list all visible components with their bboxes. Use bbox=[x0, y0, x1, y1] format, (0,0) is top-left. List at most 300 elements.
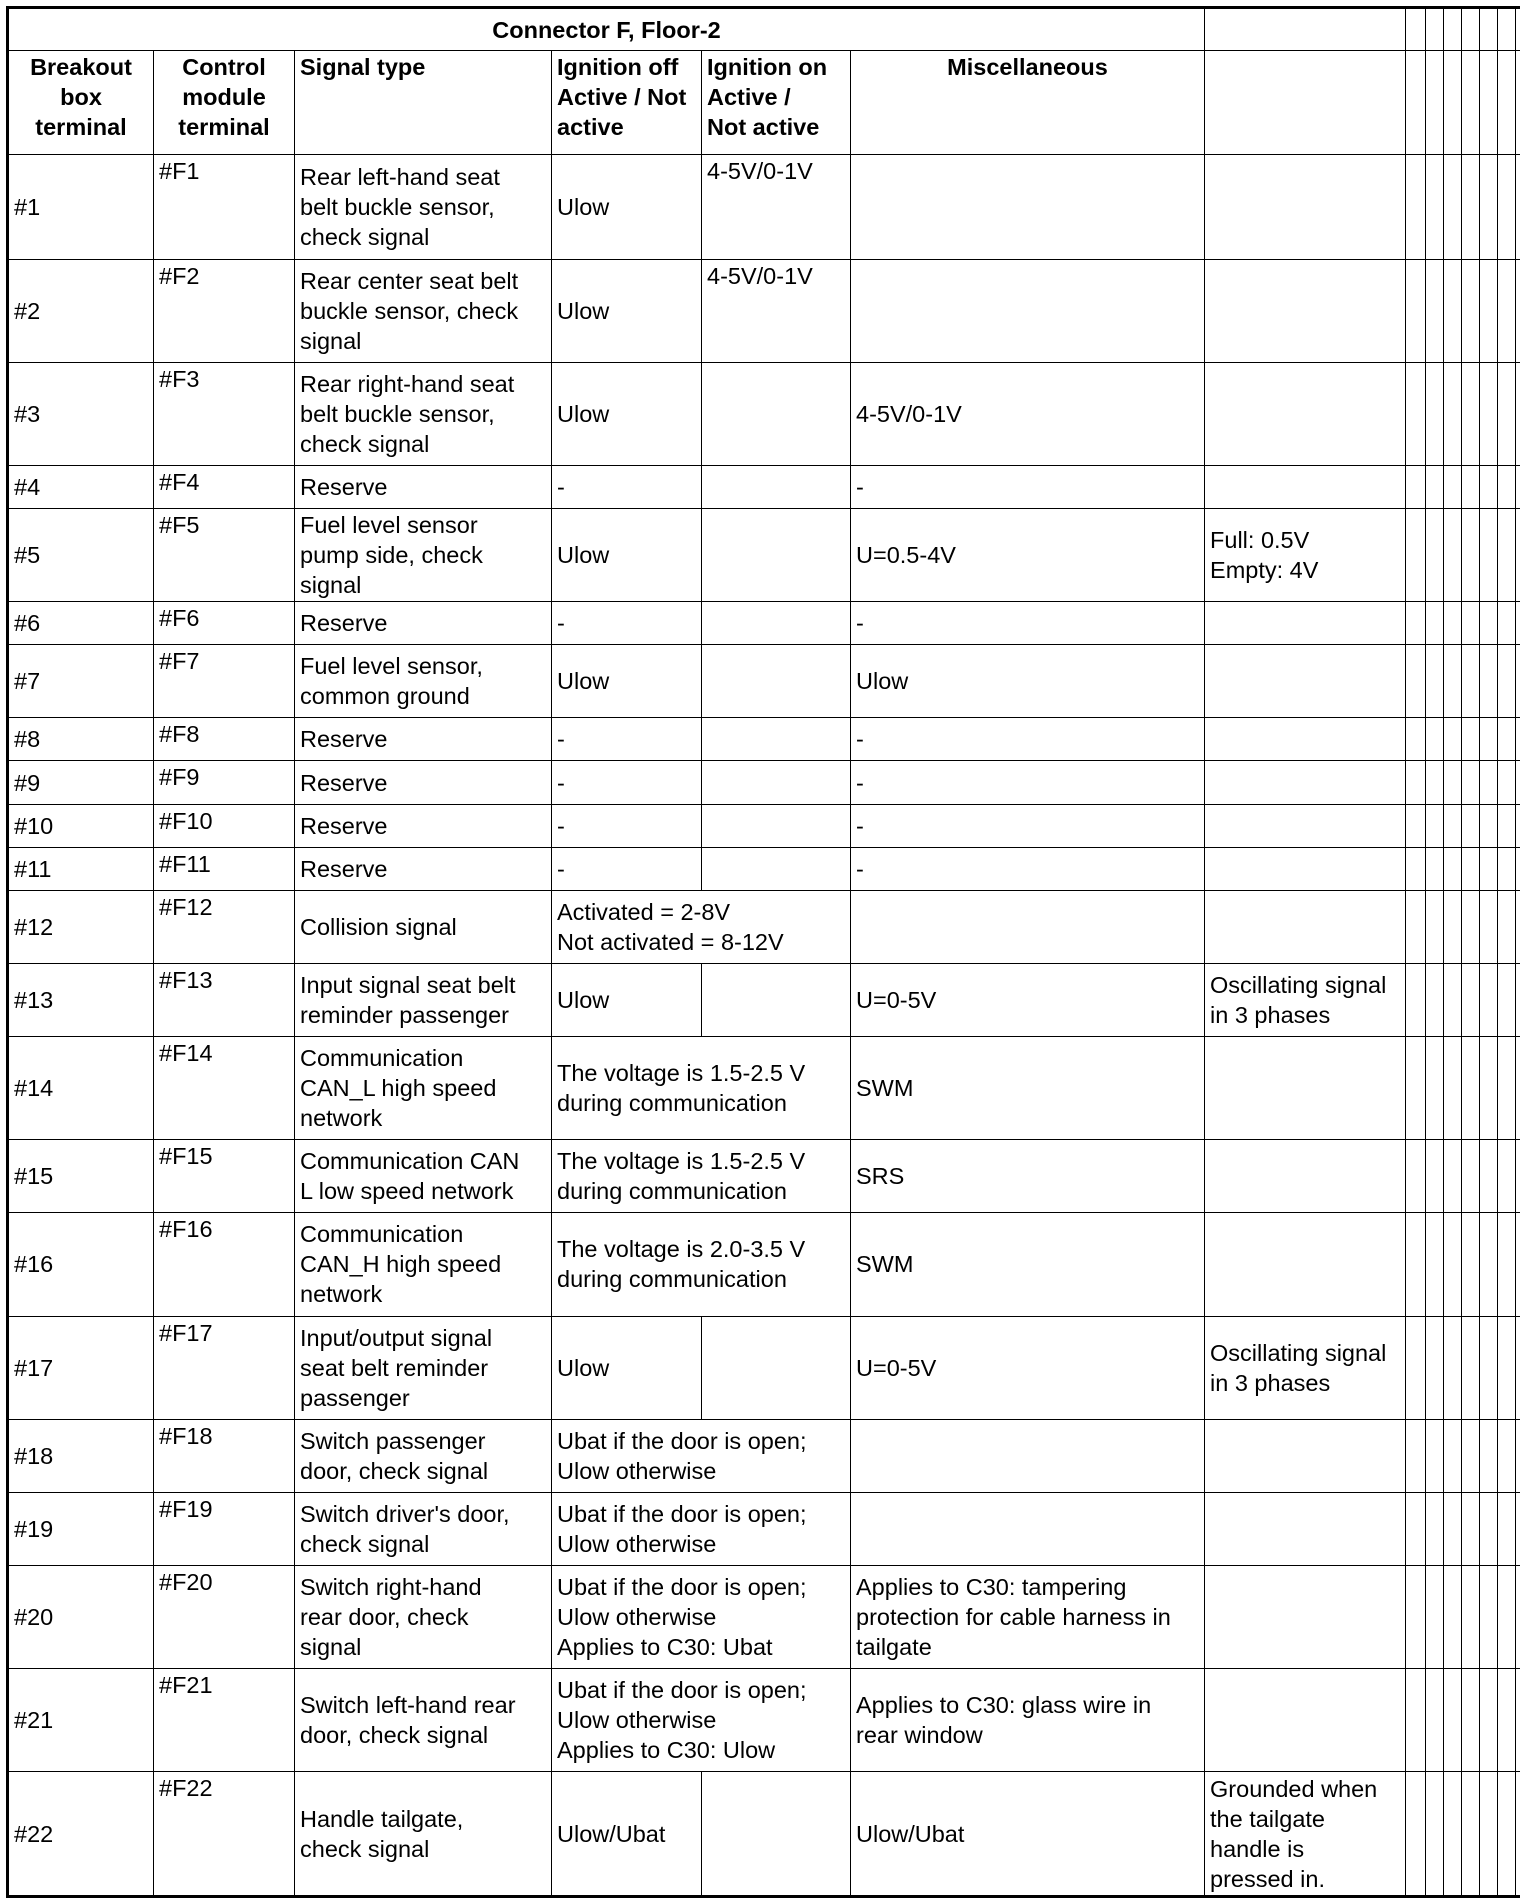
empty-cell bbox=[1498, 1669, 1516, 1772]
ignition-off-cell: Ulow bbox=[552, 155, 702, 259]
extra-note-cell: Oscillating signal in 3 phases bbox=[1205, 963, 1406, 1036]
empty-cell bbox=[1444, 1213, 1462, 1316]
extra-note-cell bbox=[1205, 761, 1406, 804]
table-row bbox=[8, 1213, 1520, 1316]
empty-cell bbox=[1406, 1772, 1426, 1897]
extra-note-cell bbox=[1205, 1037, 1406, 1140]
empty-cell bbox=[1516, 963, 1520, 1036]
breakout-terminal-cell: #8 bbox=[8, 718, 154, 761]
empty-cell bbox=[1462, 645, 1480, 718]
signal-type-cell: Input signal seat belt reminder passenger bbox=[295, 963, 552, 1036]
empty-cell bbox=[1426, 1037, 1444, 1140]
empty-cell bbox=[1480, 1316, 1498, 1419]
empty-cell bbox=[1462, 1566, 1480, 1669]
empty-cell bbox=[1480, 1213, 1498, 1316]
signal-type-cell: Input/output signal seat belt reminder passenger bbox=[295, 1316, 552, 1419]
empty-cell bbox=[1406, 718, 1426, 761]
extra-note-cell bbox=[1205, 1566, 1406, 1669]
miscellaneous-cell: Ulow bbox=[851, 645, 1205, 718]
control-terminal-cell: #F2 bbox=[154, 259, 295, 362]
empty-cell bbox=[1406, 645, 1426, 718]
empty-cell bbox=[1480, 1772, 1498, 1897]
breakout-terminal-cell: #22 bbox=[8, 1772, 154, 1897]
empty-cell bbox=[1480, 963, 1498, 1036]
ignition-off-cell: - bbox=[552, 761, 702, 804]
empty-cell bbox=[1444, 1566, 1462, 1669]
empty-cell bbox=[1444, 645, 1462, 718]
extra-note-cell bbox=[1205, 890, 1406, 963]
ignition-state-cell: Ubat if the door is open; Ulow otherwise bbox=[552, 1419, 851, 1492]
extra-note-cell bbox=[1205, 259, 1406, 362]
empty-cell bbox=[1516, 1140, 1520, 1213]
extra-note-cell bbox=[1205, 718, 1406, 761]
empty-cell bbox=[1462, 804, 1480, 847]
empty-cell bbox=[1480, 1566, 1498, 1669]
miscellaneous-cell: U=0.5-4V bbox=[851, 509, 1205, 602]
control-terminal-cell: #F22 bbox=[154, 1772, 295, 1897]
empty-cell bbox=[1498, 509, 1516, 602]
extra-note-cell bbox=[1205, 155, 1406, 259]
empty-cell bbox=[1406, 804, 1426, 847]
empty-cell bbox=[1426, 847, 1444, 890]
empty-cell bbox=[1444, 1419, 1462, 1492]
empty-cell bbox=[1498, 890, 1516, 963]
extra-note-cell bbox=[1205, 1213, 1406, 1316]
empty-cell bbox=[1462, 1772, 1480, 1897]
ignition-state-cell: Ubat if the door is open; Ulow otherwise bbox=[552, 1492, 851, 1565]
empty-cell bbox=[1426, 362, 1444, 465]
empty-cell bbox=[1498, 963, 1516, 1036]
control-terminal-cell: #F5 bbox=[154, 509, 295, 602]
ignition-state-cell: The voltage is 2.0-3.5 V during communication bbox=[552, 1213, 851, 1316]
empty-cell bbox=[1462, 1316, 1480, 1419]
empty-cell bbox=[1406, 963, 1426, 1036]
breakout-terminal-cell: #3 bbox=[8, 362, 154, 465]
extra-note-cell: Grounded when the tailgate handle is pressed in. bbox=[1205, 1772, 1406, 1897]
miscellaneous-cell bbox=[851, 1419, 1205, 1492]
empty-cell bbox=[1462, 509, 1480, 602]
empty-cell bbox=[1444, 602, 1462, 645]
breakout-terminal-cell: #19 bbox=[8, 1492, 154, 1565]
empty-cell bbox=[1480, 1419, 1498, 1492]
signal-type-cell: Communication CAN_L high speed network bbox=[295, 1037, 552, 1140]
control-terminal-cell: #F4 bbox=[154, 465, 295, 508]
table-row bbox=[8, 761, 1520, 804]
empty-cell bbox=[1426, 259, 1444, 362]
empty-cell bbox=[1444, 890, 1462, 963]
ignition-state-cell: The voltage is 1.5-2.5 V during communication bbox=[552, 1037, 851, 1140]
empty-cell bbox=[1462, 602, 1480, 645]
empty-cell bbox=[1406, 1316, 1426, 1419]
table-row bbox=[8, 847, 1520, 890]
ignition-on-cell bbox=[702, 362, 851, 465]
empty-cell bbox=[1444, 804, 1462, 847]
empty-cell bbox=[1498, 362, 1516, 465]
empty-cell bbox=[1516, 509, 1520, 602]
empty-cell bbox=[1406, 602, 1426, 645]
extra-note-cell bbox=[1205, 804, 1406, 847]
table-row bbox=[8, 1140, 1520, 1213]
empty-cell bbox=[1480, 847, 1498, 890]
ignition-off-cell: Ulow bbox=[552, 1316, 702, 1419]
empty-cell bbox=[1480, 890, 1498, 963]
miscellaneous-cell: U=0-5V bbox=[851, 1316, 1205, 1419]
table-row bbox=[8, 259, 1520, 362]
empty-cell bbox=[1516, 761, 1520, 804]
empty-cell bbox=[1462, 1492, 1480, 1565]
signal-type-cell: Handle tailgate, check signal bbox=[295, 1772, 552, 1897]
signal-type-cell: Reserve bbox=[295, 761, 552, 804]
breakout-terminal-cell: #13 bbox=[8, 963, 154, 1036]
empty-cell bbox=[1444, 1316, 1462, 1419]
header-miscellaneous: Miscellaneous bbox=[851, 51, 1205, 155]
miscellaneous-cell: Applies to C30: tampering protection for cable harness in tailgate bbox=[851, 1566, 1205, 1669]
empty-cell bbox=[1406, 1140, 1426, 1213]
empty-cell bbox=[1480, 804, 1498, 847]
miscellaneous-cell: - bbox=[851, 847, 1205, 890]
signal-type-cell: Switch left-hand rear door, check signal bbox=[295, 1669, 552, 1772]
empty-cell bbox=[1444, 1492, 1462, 1565]
empty-cell bbox=[1516, 259, 1520, 362]
table-row bbox=[8, 155, 1520, 259]
empty-cell bbox=[1444, 155, 1462, 259]
signal-type-cell: Rear right-hand seat belt buckle sensor, check signal bbox=[295, 362, 552, 465]
signal-type-cell: Rear left-hand seat belt buckle sensor, check signal bbox=[295, 155, 552, 259]
empty-cell bbox=[1462, 847, 1480, 890]
ignition-on-cell bbox=[702, 465, 851, 508]
empty-cell bbox=[1426, 155, 1444, 259]
miscellaneous-cell: SWM bbox=[851, 1213, 1205, 1316]
empty-cell bbox=[1406, 465, 1426, 508]
extra-note-cell: Oscillating signal in 3 phases bbox=[1205, 1316, 1406, 1419]
breakout-terminal-cell: #11 bbox=[8, 847, 154, 890]
control-terminal-cell: #F13 bbox=[154, 963, 295, 1036]
ignition-on-cell bbox=[702, 963, 851, 1036]
empty-cell bbox=[1462, 1669, 1480, 1772]
control-terminal-cell: #F1 bbox=[154, 155, 295, 259]
empty-cell bbox=[1516, 362, 1520, 465]
empty-cell bbox=[1462, 362, 1480, 465]
table-row bbox=[8, 362, 1520, 465]
signal-type-cell: Switch right-hand rear door, check signal bbox=[295, 1566, 552, 1669]
miscellaneous-cell: - bbox=[851, 761, 1205, 804]
breakout-terminal-cell: #1 bbox=[8, 155, 154, 259]
control-terminal-cell: #F6 bbox=[154, 602, 295, 645]
signal-type-cell: Fuel level sensor pump side, check signal bbox=[295, 509, 552, 602]
control-terminal-cell: #F14 bbox=[154, 1037, 295, 1140]
empty-cell bbox=[1498, 761, 1516, 804]
table-row bbox=[8, 645, 1520, 718]
empty-cell bbox=[1462, 259, 1480, 362]
empty-cell bbox=[1426, 1492, 1444, 1565]
header-signal-type: Signal type bbox=[295, 51, 552, 155]
miscellaneous-cell bbox=[851, 890, 1205, 963]
miscellaneous-cell: - bbox=[851, 465, 1205, 508]
empty-cell bbox=[1426, 465, 1444, 508]
table-row bbox=[8, 718, 1520, 761]
empty-cell bbox=[1480, 465, 1498, 508]
empty-cell bbox=[1498, 602, 1516, 645]
table-row bbox=[8, 465, 1520, 508]
empty-cell bbox=[1480, 509, 1498, 602]
miscellaneous-cell: Applies to C30: glass wire in rear window bbox=[851, 1669, 1205, 1772]
control-terminal-cell: #F15 bbox=[154, 1140, 295, 1213]
empty-cell bbox=[1480, 1140, 1498, 1213]
signal-type-cell: Reserve bbox=[295, 718, 552, 761]
empty-cell bbox=[1480, 1492, 1498, 1565]
empty-cell bbox=[1406, 1419, 1426, 1492]
empty-cell bbox=[1426, 1213, 1444, 1316]
ignition-on-cell bbox=[702, 804, 851, 847]
ignition-off-cell: - bbox=[552, 847, 702, 890]
empty-cell bbox=[1426, 602, 1444, 645]
control-terminal-cell: #F9 bbox=[154, 761, 295, 804]
empty-cell bbox=[1426, 1419, 1444, 1492]
empty-cell bbox=[1498, 718, 1516, 761]
empty-cell bbox=[1498, 1419, 1516, 1492]
empty-cell bbox=[1498, 804, 1516, 847]
signal-type-cell: Reserve bbox=[295, 602, 552, 645]
empty-cell bbox=[1480, 362, 1498, 465]
empty-cell bbox=[1480, 259, 1498, 362]
breakout-terminal-cell: #20 bbox=[8, 1566, 154, 1669]
empty-cell bbox=[1462, 155, 1480, 259]
signal-type-cell: Reserve bbox=[295, 465, 552, 508]
extra-note-cell bbox=[1205, 465, 1406, 508]
ignition-on-cell: 4-5V/0-1V bbox=[702, 259, 851, 362]
control-terminal-cell: #F18 bbox=[154, 1419, 295, 1492]
signal-type-cell: Switch passenger door, check signal bbox=[295, 1419, 552, 1492]
empty-cell bbox=[1498, 1037, 1516, 1140]
miscellaneous-cell: Ulow/Ubat bbox=[851, 1772, 1205, 1897]
empty-cell bbox=[1426, 1669, 1444, 1772]
breakout-terminal-cell: #18 bbox=[8, 1419, 154, 1492]
empty-cell bbox=[1462, 890, 1480, 963]
empty-cell bbox=[1444, 963, 1462, 1036]
header-ignition-off: Ignition off Active / Not active bbox=[552, 51, 702, 155]
extra-note-cell bbox=[1205, 1492, 1406, 1565]
empty-cell bbox=[1426, 963, 1444, 1036]
empty-cell bbox=[1426, 645, 1444, 718]
extra-note-cell bbox=[1205, 645, 1406, 718]
breakout-terminal-cell: #16 bbox=[8, 1213, 154, 1316]
empty-cell bbox=[1516, 1213, 1520, 1316]
empty-cell bbox=[1516, 1772, 1520, 1897]
empty-cell bbox=[1516, 465, 1520, 508]
table-row bbox=[8, 1566, 1520, 1669]
empty-cell bbox=[1426, 1566, 1444, 1669]
extra-note-cell bbox=[1205, 847, 1406, 890]
empty-cell bbox=[1444, 1772, 1462, 1897]
empty-cell bbox=[1426, 890, 1444, 963]
empty-cell bbox=[1480, 1037, 1498, 1140]
breakout-terminal-cell: #14 bbox=[8, 1037, 154, 1140]
ignition-on-cell bbox=[702, 602, 851, 645]
empty-cell bbox=[1444, 761, 1462, 804]
empty-cell bbox=[1462, 1037, 1480, 1140]
ignition-on-cell bbox=[702, 1772, 851, 1897]
empty-cell bbox=[1406, 155, 1426, 259]
signal-type-cell: Communication CAN L low speed network bbox=[295, 1140, 552, 1213]
connector-table bbox=[6, 6, 1520, 1898]
control-terminal-cell: #F20 bbox=[154, 1566, 295, 1669]
signal-type-cell: Communication CAN_H high speed network bbox=[295, 1213, 552, 1316]
empty-cell bbox=[1462, 1140, 1480, 1213]
signal-type-cell: Reserve bbox=[295, 847, 552, 890]
empty-cell bbox=[1444, 718, 1462, 761]
empty-cell bbox=[1462, 761, 1480, 804]
ignition-state-cell: Activated = 2-8V Not activated = 8-12V bbox=[552, 890, 851, 963]
empty-cell bbox=[1516, 718, 1520, 761]
ignition-off-cell: - bbox=[552, 465, 702, 508]
ignition-off-cell: Ulow bbox=[552, 509, 702, 602]
breakout-terminal-cell: #21 bbox=[8, 1669, 154, 1772]
empty-cell bbox=[1406, 362, 1426, 465]
ignition-off-cell: Ulow bbox=[552, 259, 702, 362]
miscellaneous-cell: - bbox=[851, 804, 1205, 847]
empty-cell bbox=[1480, 602, 1498, 645]
empty-cell bbox=[1516, 1316, 1520, 1419]
ignition-off-cell: - bbox=[552, 804, 702, 847]
empty-cell bbox=[1444, 1140, 1462, 1213]
miscellaneous-cell bbox=[851, 259, 1205, 362]
ignition-on-cell bbox=[702, 718, 851, 761]
empty-cell bbox=[1480, 761, 1498, 804]
extra-note-cell: Full: 0.5V Empty: 4V bbox=[1205, 509, 1406, 602]
table-row bbox=[8, 1419, 1520, 1492]
empty-cell bbox=[1516, 1037, 1520, 1140]
empty-cell bbox=[1498, 155, 1516, 259]
table-row bbox=[8, 1492, 1520, 1565]
ignition-state-cell: The voltage is 1.5-2.5 V during communication bbox=[552, 1140, 851, 1213]
signal-type-cell: Rear center seat belt buckle sensor, check signal bbox=[295, 259, 552, 362]
table-row bbox=[8, 509, 1520, 602]
ignition-off-cell: Ulow bbox=[552, 645, 702, 718]
empty-cell bbox=[1406, 890, 1426, 963]
empty-cell bbox=[1205, 51, 1406, 155]
empty-cell bbox=[1498, 259, 1516, 362]
empty-cell bbox=[1480, 718, 1498, 761]
ignition-off-cell: Ulow bbox=[552, 963, 702, 1036]
signal-type-cell: Fuel level sensor, common ground bbox=[295, 645, 552, 718]
miscellaneous-cell: U=0-5V bbox=[851, 963, 1205, 1036]
table-row bbox=[8, 602, 1520, 645]
breakout-terminal-cell: #6 bbox=[8, 602, 154, 645]
miscellaneous-cell: SWM bbox=[851, 1037, 1205, 1140]
empty-cell bbox=[1444, 1037, 1462, 1140]
empty-cell bbox=[1498, 1566, 1516, 1669]
extra-note-cell bbox=[1205, 1140, 1406, 1213]
table-title: Connector F, Floor-2 bbox=[8, 8, 1205, 51]
breakout-terminal-cell: #5 bbox=[8, 509, 154, 602]
table-row bbox=[8, 1316, 1520, 1419]
empty-cell bbox=[1462, 1213, 1480, 1316]
extra-note-cell bbox=[1205, 1419, 1406, 1492]
control-terminal-cell: #F19 bbox=[154, 1492, 295, 1565]
extra-note-cell bbox=[1205, 362, 1406, 465]
empty-cell bbox=[1462, 963, 1480, 1036]
miscellaneous-cell: - bbox=[851, 602, 1205, 645]
empty-cell bbox=[1406, 509, 1426, 602]
empty-cell bbox=[1406, 1566, 1426, 1669]
ignition-on-cell bbox=[702, 509, 851, 602]
empty-cell bbox=[1516, 602, 1520, 645]
breakout-terminal-cell: #17 bbox=[8, 1316, 154, 1419]
empty-cell bbox=[1498, 1492, 1516, 1565]
empty-cell bbox=[1498, 465, 1516, 508]
empty-cell bbox=[1480, 155, 1498, 259]
control-terminal-cell: #F21 bbox=[154, 1669, 295, 1772]
signal-type-cell: Switch driver's door, check signal bbox=[295, 1492, 552, 1565]
empty-cell bbox=[1516, 1669, 1520, 1772]
breakout-terminal-cell: #10 bbox=[8, 804, 154, 847]
empty-cell bbox=[1516, 890, 1520, 963]
control-terminal-cell: #F16 bbox=[154, 1213, 295, 1316]
empty-cell bbox=[1480, 1669, 1498, 1772]
empty-cell bbox=[1498, 645, 1516, 718]
ignition-on-cell bbox=[702, 847, 851, 890]
empty-cell bbox=[1205, 8, 1406, 51]
empty-cell bbox=[1406, 259, 1426, 362]
empty-cell bbox=[1426, 718, 1444, 761]
empty-cell bbox=[1516, 847, 1520, 890]
miscellaneous-cell bbox=[851, 1492, 1205, 1565]
header-ignition-on: Ignition on Active / Not active bbox=[702, 51, 851, 155]
miscellaneous-cell: SRS bbox=[851, 1140, 1205, 1213]
empty-cell bbox=[1406, 1492, 1426, 1565]
empty-cell bbox=[1406, 1669, 1426, 1772]
table-row bbox=[8, 963, 1520, 1036]
miscellaneous-cell: - bbox=[851, 718, 1205, 761]
empty-cell bbox=[1444, 509, 1462, 602]
signal-type-cell: Reserve bbox=[295, 804, 552, 847]
extra-note-cell bbox=[1205, 602, 1406, 645]
empty-cell bbox=[1406, 1213, 1426, 1316]
empty-cell bbox=[1426, 761, 1444, 804]
table-row bbox=[8, 1669, 1520, 1772]
ignition-on-cell bbox=[702, 761, 851, 804]
table-row bbox=[8, 890, 1520, 963]
breakout-terminal-cell: #15 bbox=[8, 1140, 154, 1213]
empty-cell bbox=[1426, 1772, 1444, 1897]
table-row bbox=[8, 1772, 1520, 1897]
control-terminal-cell: #F3 bbox=[154, 362, 295, 465]
empty-cell bbox=[1444, 1669, 1462, 1772]
header-control-terminal: Control module terminal bbox=[154, 51, 295, 155]
ignition-off-cell: - bbox=[552, 718, 702, 761]
empty-cell bbox=[1444, 259, 1462, 362]
miscellaneous-cell bbox=[851, 155, 1205, 259]
ignition-state-cell: Ubat if the door is open; Ulow otherwise Applies to C30: Ubat bbox=[552, 1566, 851, 1669]
empty-cell bbox=[1480, 645, 1498, 718]
breakout-terminal-cell: #9 bbox=[8, 761, 154, 804]
control-terminal-cell: #F12 bbox=[154, 890, 295, 963]
extra-note-cell bbox=[1205, 1669, 1406, 1772]
empty-cell bbox=[1444, 847, 1462, 890]
ignition-off-cell: Ulow bbox=[552, 362, 702, 465]
empty-cell bbox=[1426, 804, 1444, 847]
empty-cell bbox=[1516, 1419, 1520, 1492]
control-terminal-cell: #F17 bbox=[154, 1316, 295, 1419]
empty-cell bbox=[1516, 645, 1520, 718]
empty-cell bbox=[1498, 847, 1516, 890]
ignition-on-cell bbox=[702, 645, 851, 718]
control-terminal-cell: #F11 bbox=[154, 847, 295, 890]
empty-cell bbox=[1462, 718, 1480, 761]
empty-cell bbox=[1426, 1316, 1444, 1419]
empty-cell bbox=[1498, 1772, 1516, 1897]
empty-cell bbox=[1498, 1140, 1516, 1213]
